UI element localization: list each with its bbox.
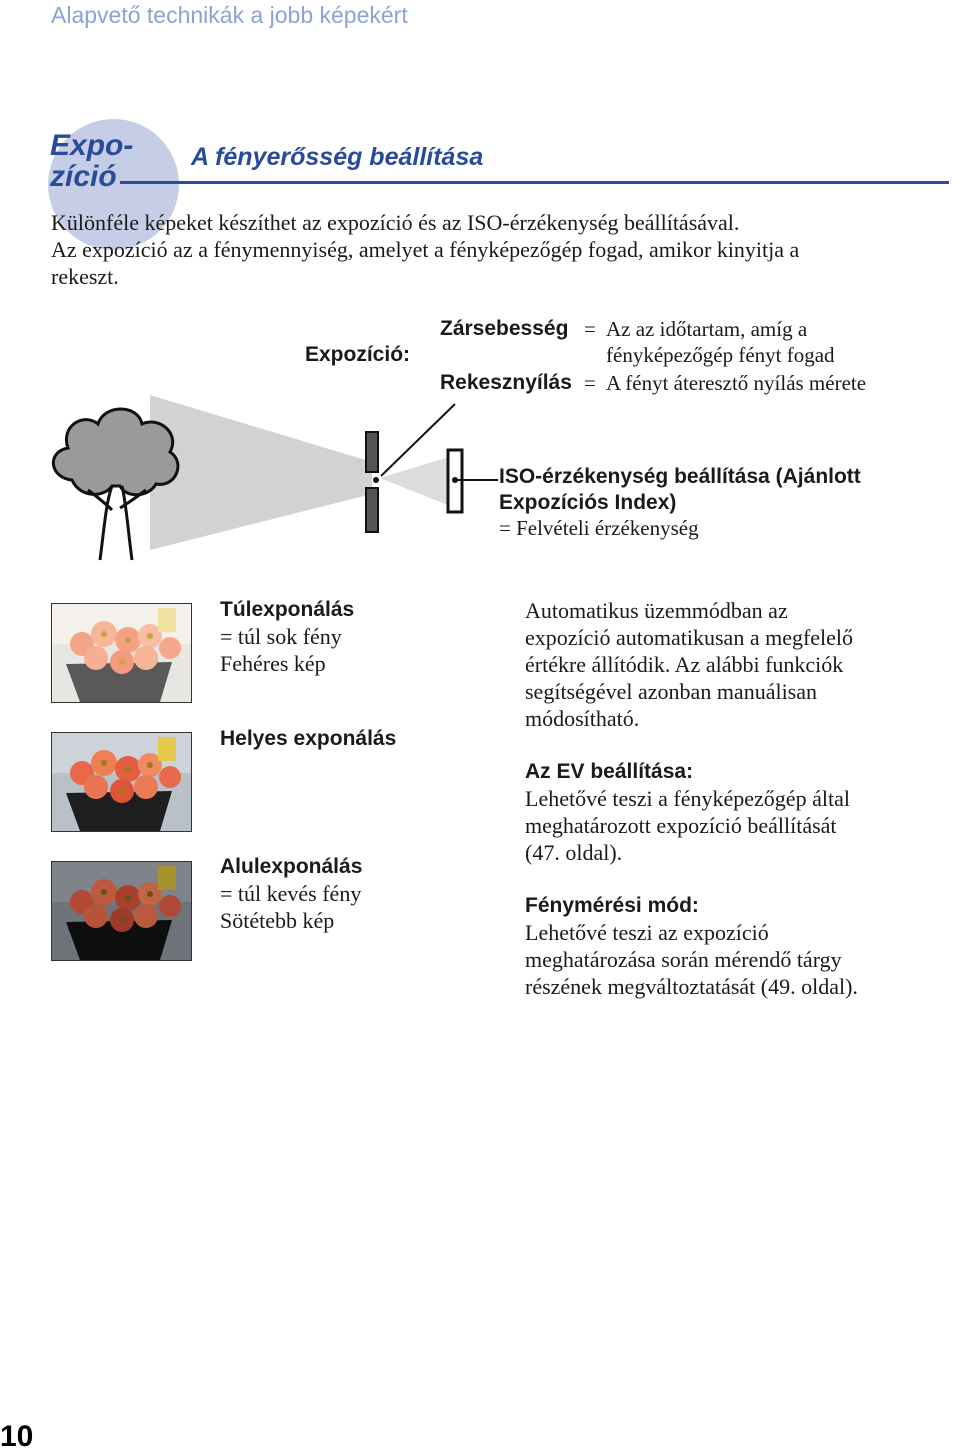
auto-text-line-3: értékre állítódik. Az alábbi funkciók	[525, 652, 844, 677]
metering-mode-title: Fénymérési mód:	[525, 894, 699, 917]
aperture-dot	[373, 477, 379, 483]
metering-text-line-2: meghatározása során mérendő tárgy	[525, 947, 842, 972]
shutter-equals: =	[584, 317, 596, 341]
section-tag-line-2: zíció	[50, 160, 117, 193]
metering-text-line-1: Lehetővé teszi az expozíció	[525, 920, 769, 945]
iso-desc: = Felvételi érzékenység	[499, 516, 699, 540]
aperture-equals: =	[584, 371, 596, 395]
correct-exposure-photo	[51, 732, 192, 832]
metering-text-line-3: részének megváltoztatását (49. oldal).	[525, 974, 858, 999]
overexposed-photo	[51, 603, 192, 703]
aperture-label: Rekesznyílás	[440, 371, 572, 394]
section-title: A fényerősség beállítása	[191, 143, 484, 171]
auto-text-line-5: módosítható.	[525, 706, 640, 731]
section-tag-line-1: Expo-	[50, 129, 134, 162]
shutter-speed-label: Zársebesség	[440, 317, 569, 340]
iso-title-line-1: ISO-érzékenység beállítása (Ajánlott	[499, 465, 861, 488]
intro-line-3: rekeszt.	[51, 264, 119, 289]
exposure-label: Expozíció:	[305, 343, 411, 366]
ev-text-line-3: (47. oldal).	[525, 840, 623, 865]
light-beam-2	[380, 455, 455, 508]
underexposure-title: Alulexponálás	[220, 855, 363, 878]
light-beam-1	[150, 395, 372, 550]
aperture-desc: A fényt áteresztő nyílás mérete	[606, 371, 867, 395]
ev-text-line-2: meghatározott expozíció beállítását	[525, 813, 837, 838]
overexposure-line-1: = túl sok fény	[220, 624, 342, 649]
intro-line-2: Az expozíció az a fénymennyiség, amelyet a fényképezőgép fogad, amikor kinyitja a	[51, 237, 800, 262]
underexposure-line-2: Sötétebb kép	[220, 908, 335, 933]
aperture-plate-top	[366, 432, 378, 472]
auto-text-line-2: expozíció automatikusan a megfelelő	[525, 625, 854, 650]
underexposed-photo	[51, 861, 192, 961]
section-rule	[120, 181, 949, 184]
shutter-desc-line-2: fényképezőgép fényt fogad	[606, 343, 835, 367]
overexposure-line-2: Fehéres kép	[220, 651, 326, 676]
ev-text-line-1: Lehetővé teszi a fényképezőgép által	[525, 786, 850, 811]
auto-text-line-4: segítségével azonban manuálisan	[525, 679, 818, 704]
page-number: 10	[0, 1420, 34, 1453]
underexposure-line-1: = túl kevés fény	[220, 881, 362, 906]
correct-exposure-title: Helyes exponálás	[220, 727, 397, 750]
auto-text-line-1: Automatikus üzemmódban az	[525, 598, 788, 623]
iso-title-line-2: Expozíciós Index)	[499, 491, 677, 514]
ev-setting-title: Az EV beállítása:	[525, 760, 694, 783]
overexposure-title: Túlexponálás	[220, 598, 355, 621]
intro-line-1: Különféle képeket készíthet az expozíció és az ISO-érzékenység beállításával.	[51, 210, 740, 235]
running-header: Alapvető technikák a jobb képekért	[51, 2, 408, 28]
aperture-plate-bottom	[366, 488, 378, 532]
shutter-desc-line-1: Az az időtartam, amíg a	[606, 317, 808, 341]
